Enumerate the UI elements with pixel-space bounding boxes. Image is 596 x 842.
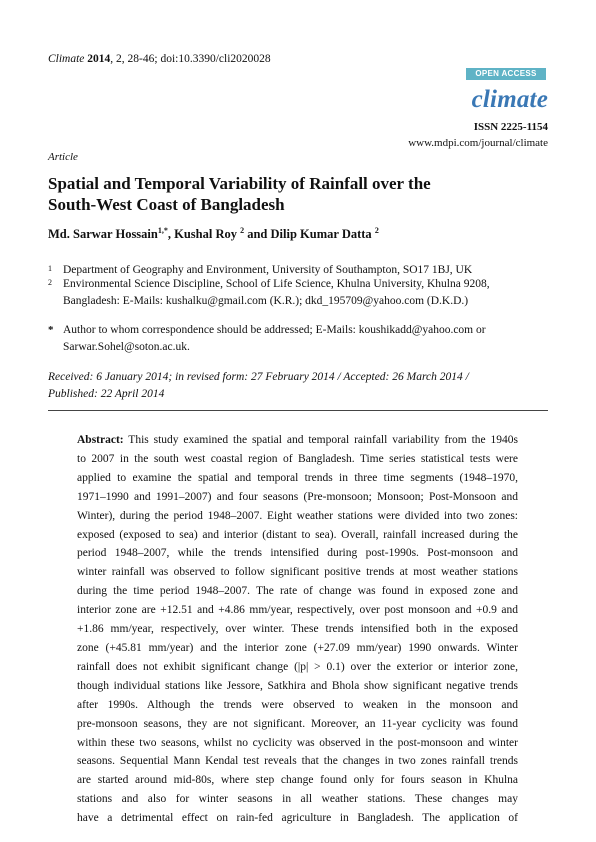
title-line-2: South-West Coast of Bangladesh	[48, 195, 285, 214]
divider	[48, 410, 548, 411]
dates-line-1: Received: 6 January 2014; in revised form: 27 February 2014 / Accepted: 26 March 2014 /	[48, 371, 469, 383]
author-separator: and	[244, 227, 271, 242]
abstract-line: after 1990s. Although the trends were observed to weaken in the monsoon and	[77, 698, 518, 711]
issn: ISSN 2225-1154	[473, 121, 548, 133]
article-type: Article	[48, 151, 78, 163]
correspondence-text: Author to whom correspondence should be addressed; E-Mails: koushikadd@yahoo.com or	[63, 324, 486, 336]
author-2-affiliation: 2	[240, 226, 245, 235]
correspondence-text: Sarwar.Sohel@soton.ac.uk.	[63, 341, 190, 353]
author-3-affiliation: 2	[374, 226, 379, 235]
affiliation-text: Department of Geography and Environment, University of Southampton, SO17 1BJ, UK	[63, 264, 473, 276]
author-separator: ,	[167, 227, 175, 242]
abstract-line: exposed (exposed to sea) and interior (distant to sea). Overall, rainfall increased during the	[77, 528, 518, 541]
citation-year: 2014	[87, 53, 111, 65]
abstract-line: Abstract: This study examined the spatial and temporal rainfall variability from the 1940s	[77, 434, 518, 446]
author-2: Kushal Roy	[174, 227, 237, 242]
citation-rest: , 2, 28-46; doi:10.3390/cli2020028	[110, 53, 271, 65]
affiliation-text: Environmental Science Discipline, School of Life Science, Khulna University, Khulna 9208,	[63, 278, 490, 290]
title-line-1: Spatial and Temporal Variability of Rainfall over the	[48, 174, 431, 193]
author-3: Dilip Kumar Datta	[270, 227, 372, 242]
author-list	[48, 226, 379, 242]
citation-line	[48, 53, 271, 65]
affiliation-text: Bangladesh: E-Mails: kushalku@gmail.com (K.R.); dkd_195709@yahoo.com (D.K.D.)	[63, 295, 469, 307]
journal-logo: climate	[471, 86, 548, 113]
abstract-label: Abstract:	[77, 434, 124, 446]
open-access-badge: OPEN ACCESS	[466, 68, 546, 80]
abstract-line: +1.86 mm/year, respectively, over winter. These trends intensified both in the exposed	[77, 623, 518, 636]
correspondence-mark: *	[48, 324, 54, 336]
affiliation-number: 1	[48, 264, 52, 273]
abstract-line: applied to examine the spatial and temporal trends in three time segments (1948–1970,	[77, 471, 518, 484]
affiliation-number: 2	[48, 278, 52, 287]
abstract-line: Winter), during the period 1948–2007. Eight weather stations were divided into two zones:	[77, 509, 518, 522]
abstract-line: pre-monsoon seasons, they are not significant. Moreover, an 11-year cyclicity was found	[77, 717, 518, 730]
abstract-line: during the time period 1948–2007. The rate of change was found in exposed zone and	[77, 585, 518, 598]
abstract-line: within these two seasons, whilst no cyclicity was observed in the post-monsoon and winter	[77, 736, 518, 749]
journal-url[interactable]: www.mdpi.com/journal/climate	[408, 137, 548, 149]
abstract-line: interior zone are +12.51 and +4.86 mm/year, respectively, over post monsoon and +0.9 and	[77, 604, 518, 617]
abstract-line: have a detrimental effect on rain-fed agriculture in Bangladesh. The application of	[77, 812, 518, 825]
paper-title	[48, 173, 548, 215]
abstract-line: seasons. Sequential Mann Kendal test reveals that the changes in two zones rainfall trends	[77, 755, 518, 768]
abstract-line: winter rainfall was observed to follow significant positive trends at most weather stations	[77, 566, 518, 579]
abstract	[77, 431, 518, 828]
abstract-line: zone (+45.81 mm/year) and the interior zone (+27.09 mm/year) 1990 onwards. Winter	[77, 641, 518, 654]
abstract-line: period 1948–2007, while the trends intensified during post-1990s. Post-monsoon and	[77, 547, 518, 560]
dates-line-2: Published: 22 April 2014	[48, 388, 165, 400]
author-1-affiliation: 1,*	[157, 226, 168, 235]
abstract-line: to 2007 in the south west coastal region of Bangladesh. Time series statistical tests were	[77, 452, 518, 465]
publication-dates	[48, 369, 469, 403]
author-1: Md. Sarwar Hossain	[48, 227, 158, 242]
abstract-line: 1971–1990 and 1991–2007) and four seasons (Pre-monsoon; Monsoon; Post-Monsoon and	[77, 490, 518, 503]
abstract-line: stations and also for winter seasons in all weather stations. These changes may	[77, 793, 518, 806]
abstract-line: are started around mid-80s, where step change found only for fours season in Khulna	[77, 774, 518, 787]
abstract-line: rainfall does not exhibit significant change (|p| > 0.1) over the exterior or interior zone,	[77, 660, 518, 673]
citation-journal: Climate	[48, 53, 85, 65]
abstract-line: though individual stations like Jessore, Satkhira and Bhola show significant negative trends	[77, 679, 518, 692]
